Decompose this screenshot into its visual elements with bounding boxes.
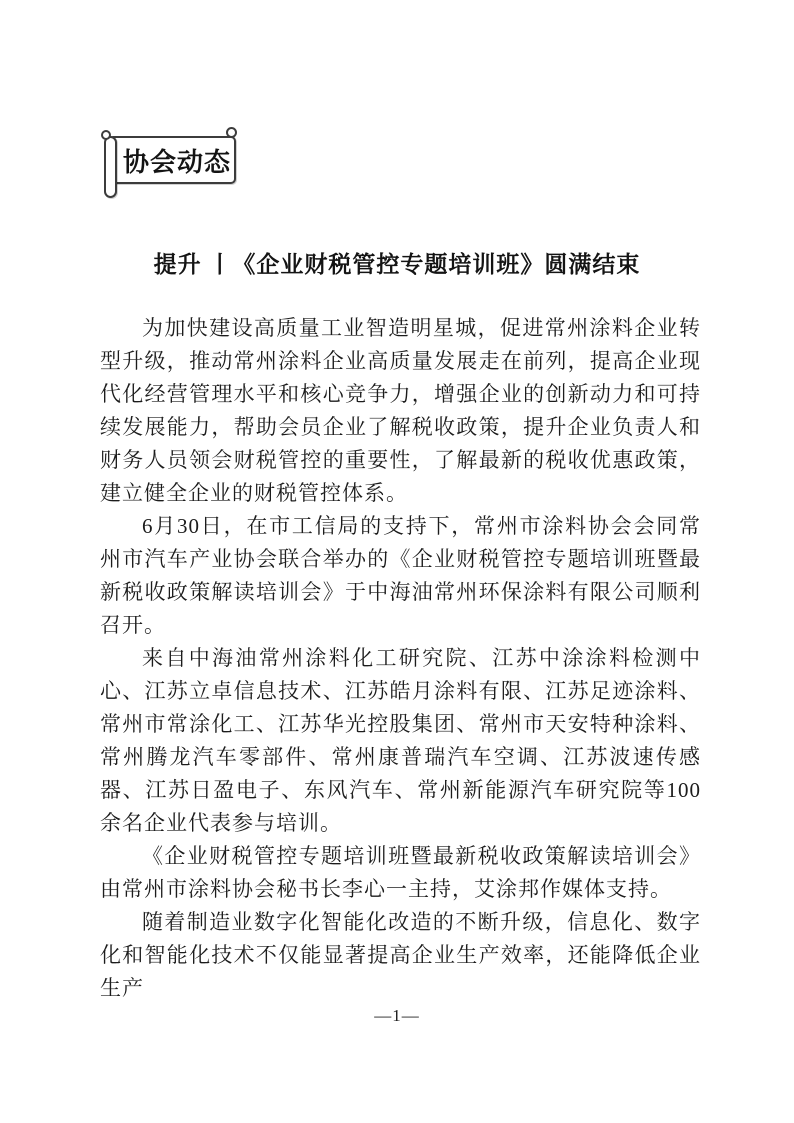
article-body: [100, 312, 701, 1005]
banner-badge: [108, 136, 236, 184]
scroll-roll-icon: [104, 136, 117, 198]
scroll-curl-left-icon: [101, 130, 111, 140]
paragraph-1: 为加快建设高质量工业智造明星城，促进常州涂料企业转型升级，推动常州涂料企业高质量发展走在前列，提高企业现代化经营管理水平和核心竞争力，增强企业的创新动力和可持续发展能力，帮助会员企业了解税收政策，提升企业负责人和财务人员领会财税管控的重要性，了解最新的税收优惠政策，建立健全企业的财税管控体系。: [100, 316, 701, 505]
badge-label: 协会动态: [122, 146, 231, 177]
paragraph-4: 《企业财税管控专题培训班暨最新税收政策解读培训会》由常州市涂料协会秘书长李心一主持，艾涂邦作媒体支持。: [100, 844, 701, 901]
paragraph-3: 来自中海油常州涂料化工研究院、江苏中涂涂料检测中心、江苏立卓信息技术、江苏皓月涂料有限、江苏足迹涂料、常州市常涂化工、江苏华光控股集团、常州市天安特种涂料、常州腾龙汽车零部件、常州康普瑞汽车空调、江苏波速传感器、江苏日盈电子、东风汽车、常州新能源汽车研究院等100余名企业代表参与培训。: [100, 646, 701, 835]
paragraph-5: 随着制造业数字化智能化改造的不断升级，信息化、数字化和智能化技术不仅能显著提高企业生产效率，还能降低企业生产: [100, 910, 701, 1000]
article-title: 提升 丨《企业财税管控专题培训班》圆满结束: [153, 252, 641, 277]
scroll-curl-right-icon: [226, 127, 237, 138]
paragraph-2: 6月30日，在市工信局的支持下，常州市涂料协会会同常州市汽车产业协会联合举办的《企业财税管控专题培训班暨最新税收政策解读培训会》于中海油常州环保涂料有限公司顺利召开。: [100, 514, 701, 637]
page-number: —1—: [374, 1006, 420, 1025]
